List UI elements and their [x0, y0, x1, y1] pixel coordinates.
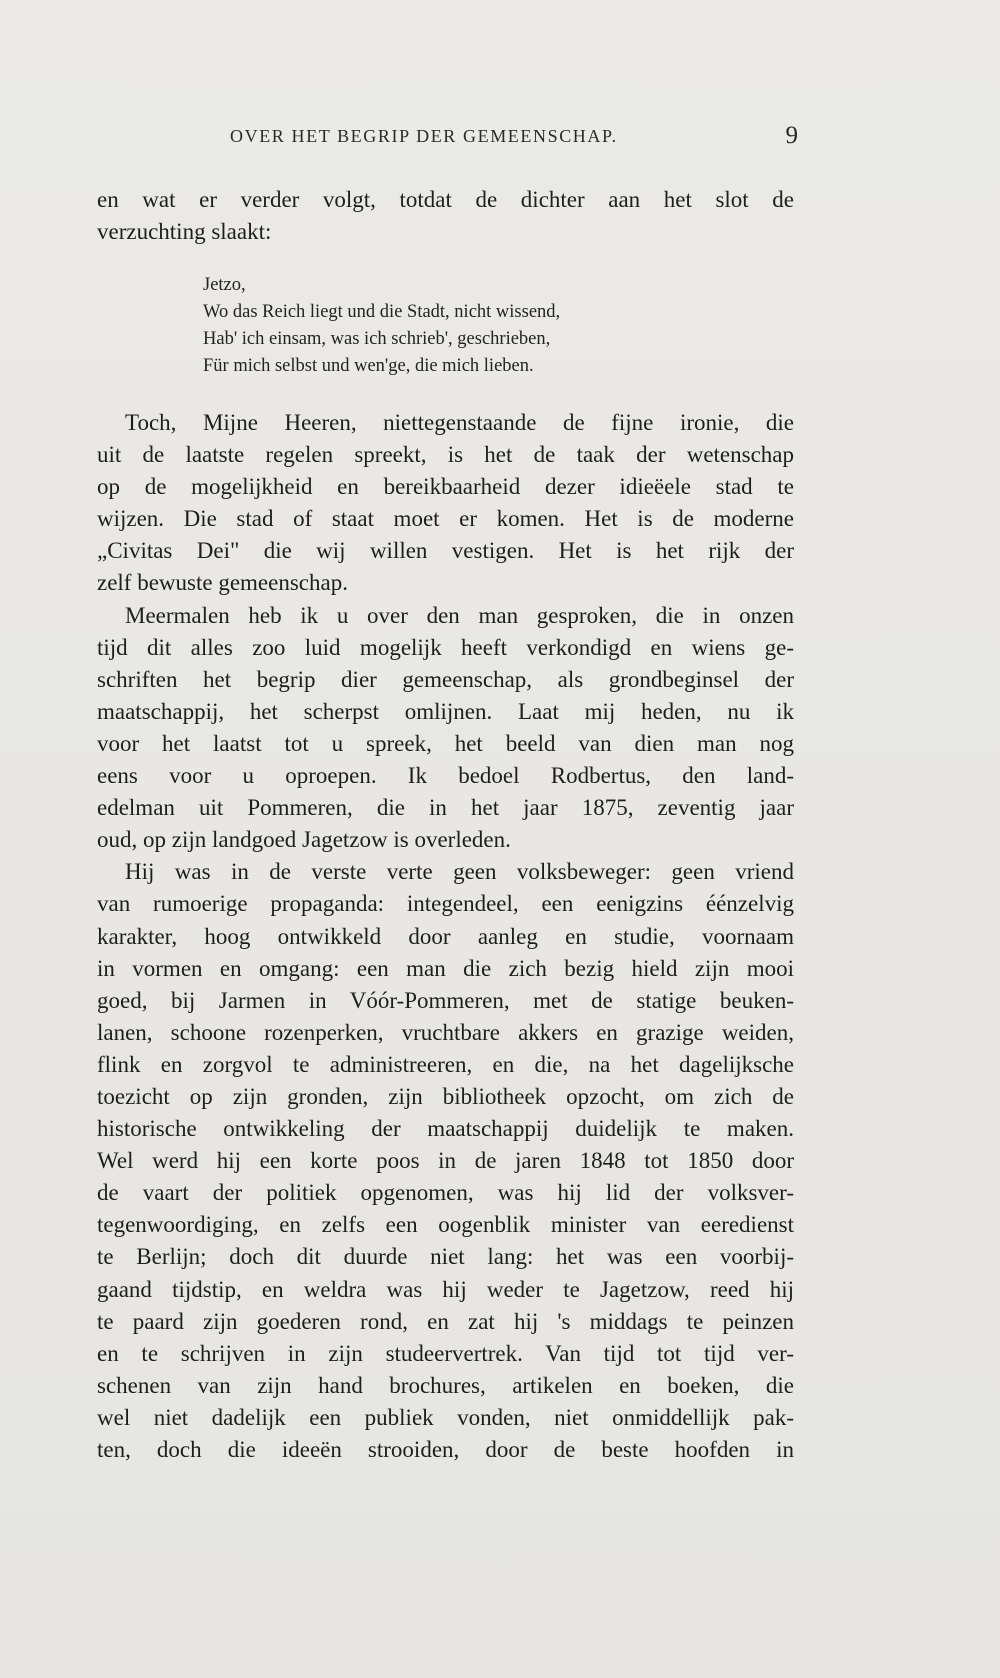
text-line: verzuchting slaakt:	[97, 219, 272, 244]
text-line: historische ontwikkeling der maatschappij duidelijk te maken.	[97, 1116, 794, 1142]
text-line: „Civitas Dei" die wij willen vestigen. Het is het rijk der	[97, 538, 794, 564]
poem-quote	[203, 272, 723, 380]
text-line: karakter, hoog ontwikkeld door aanleg en studie, voornaam	[97, 923, 794, 949]
text-line: tijd dit alles zoo luid mogelijk heeft verkondigd en wiens ge-	[97, 634, 794, 660]
text-line: op de mogelijkheid en bereikbaarheid dezer idieëele stad te	[97, 474, 794, 500]
text-line: de vaart der politiek opgenomen, was hij lid der volksver-	[97, 1180, 794, 1206]
text-line: Hij was in de verste verte geen volksbeweger: geen vriend	[125, 859, 794, 885]
text-line: voor het laatst tot u spreek, het beeld van dien man nog	[97, 730, 794, 756]
text-line: te Berlijn; doch dit duurde niet lang: het was een voorbij-	[97, 1244, 794, 1270]
text-line: te paard zijn goederen rond, en zat hij 's middags te peinzen	[97, 1308, 794, 1334]
poem-line: Wo das Reich liegt und die Stadt, nicht wissend,	[203, 302, 561, 322]
text-line: Toch, Mijne Heeren, niettegenstaande de fijne ironie, die	[125, 410, 794, 435]
text-line: oud, op zijn landgoed Jagetzow is overleden.	[97, 827, 511, 853]
body-text	[97, 407, 794, 1466]
text-line: flink en zorgvol te administreeren, en die, na het dagelijksche	[97, 1051, 794, 1077]
text-line: en te schrijven in zijn studeervertrek. Van tijd tot tijd ver-	[97, 1340, 794, 1366]
text-line: schriften het begrip dier gemeenschap, als grondbeginsel der	[97, 666, 794, 692]
text-line: tegenwoordiging, en zelfs een oogenblik minister van eeredienst	[97, 1212, 794, 1238]
intro-paragraph	[97, 184, 794, 248]
text-line: gaand tijdstip, en weldra was hij weder te Jagetzow, reed hij	[97, 1276, 794, 1302]
page-number: 9	[785, 122, 798, 149]
text-line: eens voor u oproepen. Ik bedoel Rodbertus, den land-	[97, 763, 794, 789]
text-line: wel niet dadelijk een publiek vonden, niet onmiddellijk pak-	[97, 1404, 794, 1430]
text-line: in vormen en omgang: een man die zich bezig hield zijn mooi	[97, 955, 794, 981]
text-line: schenen van zijn hand brochures, artikelen en boeken, die	[97, 1372, 794, 1398]
text-line: en wat er verder volgt, totdat de dichter aan het slot de	[97, 187, 794, 212]
text-line: wijzen. Die stad of staat moet er komen. Het is de moderne	[97, 506, 794, 532]
poem-line: Jetzo,	[203, 275, 246, 295]
text-line: uit de laatste regelen spreekt, is het de taak der wetenschap	[97, 442, 794, 468]
text-line: goed, bij Jarmen in Vóór-Pommeren, met de statige beuken-	[97, 987, 794, 1013]
text-line: lanen, schoone rozenperken, vruchtbare akkers en grazige weiden,	[97, 1019, 794, 1045]
text-line: edelman uit Pommeren, die in het jaar 1875, zeventig jaar	[97, 795, 794, 821]
text-line: van rumoerige propaganda: integendeel, een eenigzins éénzelvig	[97, 891, 794, 917]
poem-line: Für mich selbst und wen'ge, die mich lieben.	[203, 356, 534, 376]
text-line: ten, doch die ideeën strooiden, door de beste hoofden in	[97, 1437, 794, 1462]
text-line: Wel werd hij een korte poos in de jaren 1848 tot 1850 door	[97, 1148, 794, 1174]
poem-line: Hab' ich einsam, was ich schrieb', geschrieben,	[203, 329, 551, 349]
running-title: OVER HET BEGRIP DER GEMEENSCHAP.	[230, 126, 618, 146]
text-line: zelf bewuste gemeenschap.	[97, 570, 348, 596]
text-line: maatschappij, het scherpst omlijnen. Laat mij heden, nu ik	[97, 698, 794, 724]
text-line: Meermalen heb ik u over den man gesproken, die in onzen	[125, 602, 794, 628]
text-line: toezicht op zijn gronden, zijn bibliotheek opzocht, om zich de	[97, 1083, 794, 1109]
running-head	[98, 122, 798, 158]
